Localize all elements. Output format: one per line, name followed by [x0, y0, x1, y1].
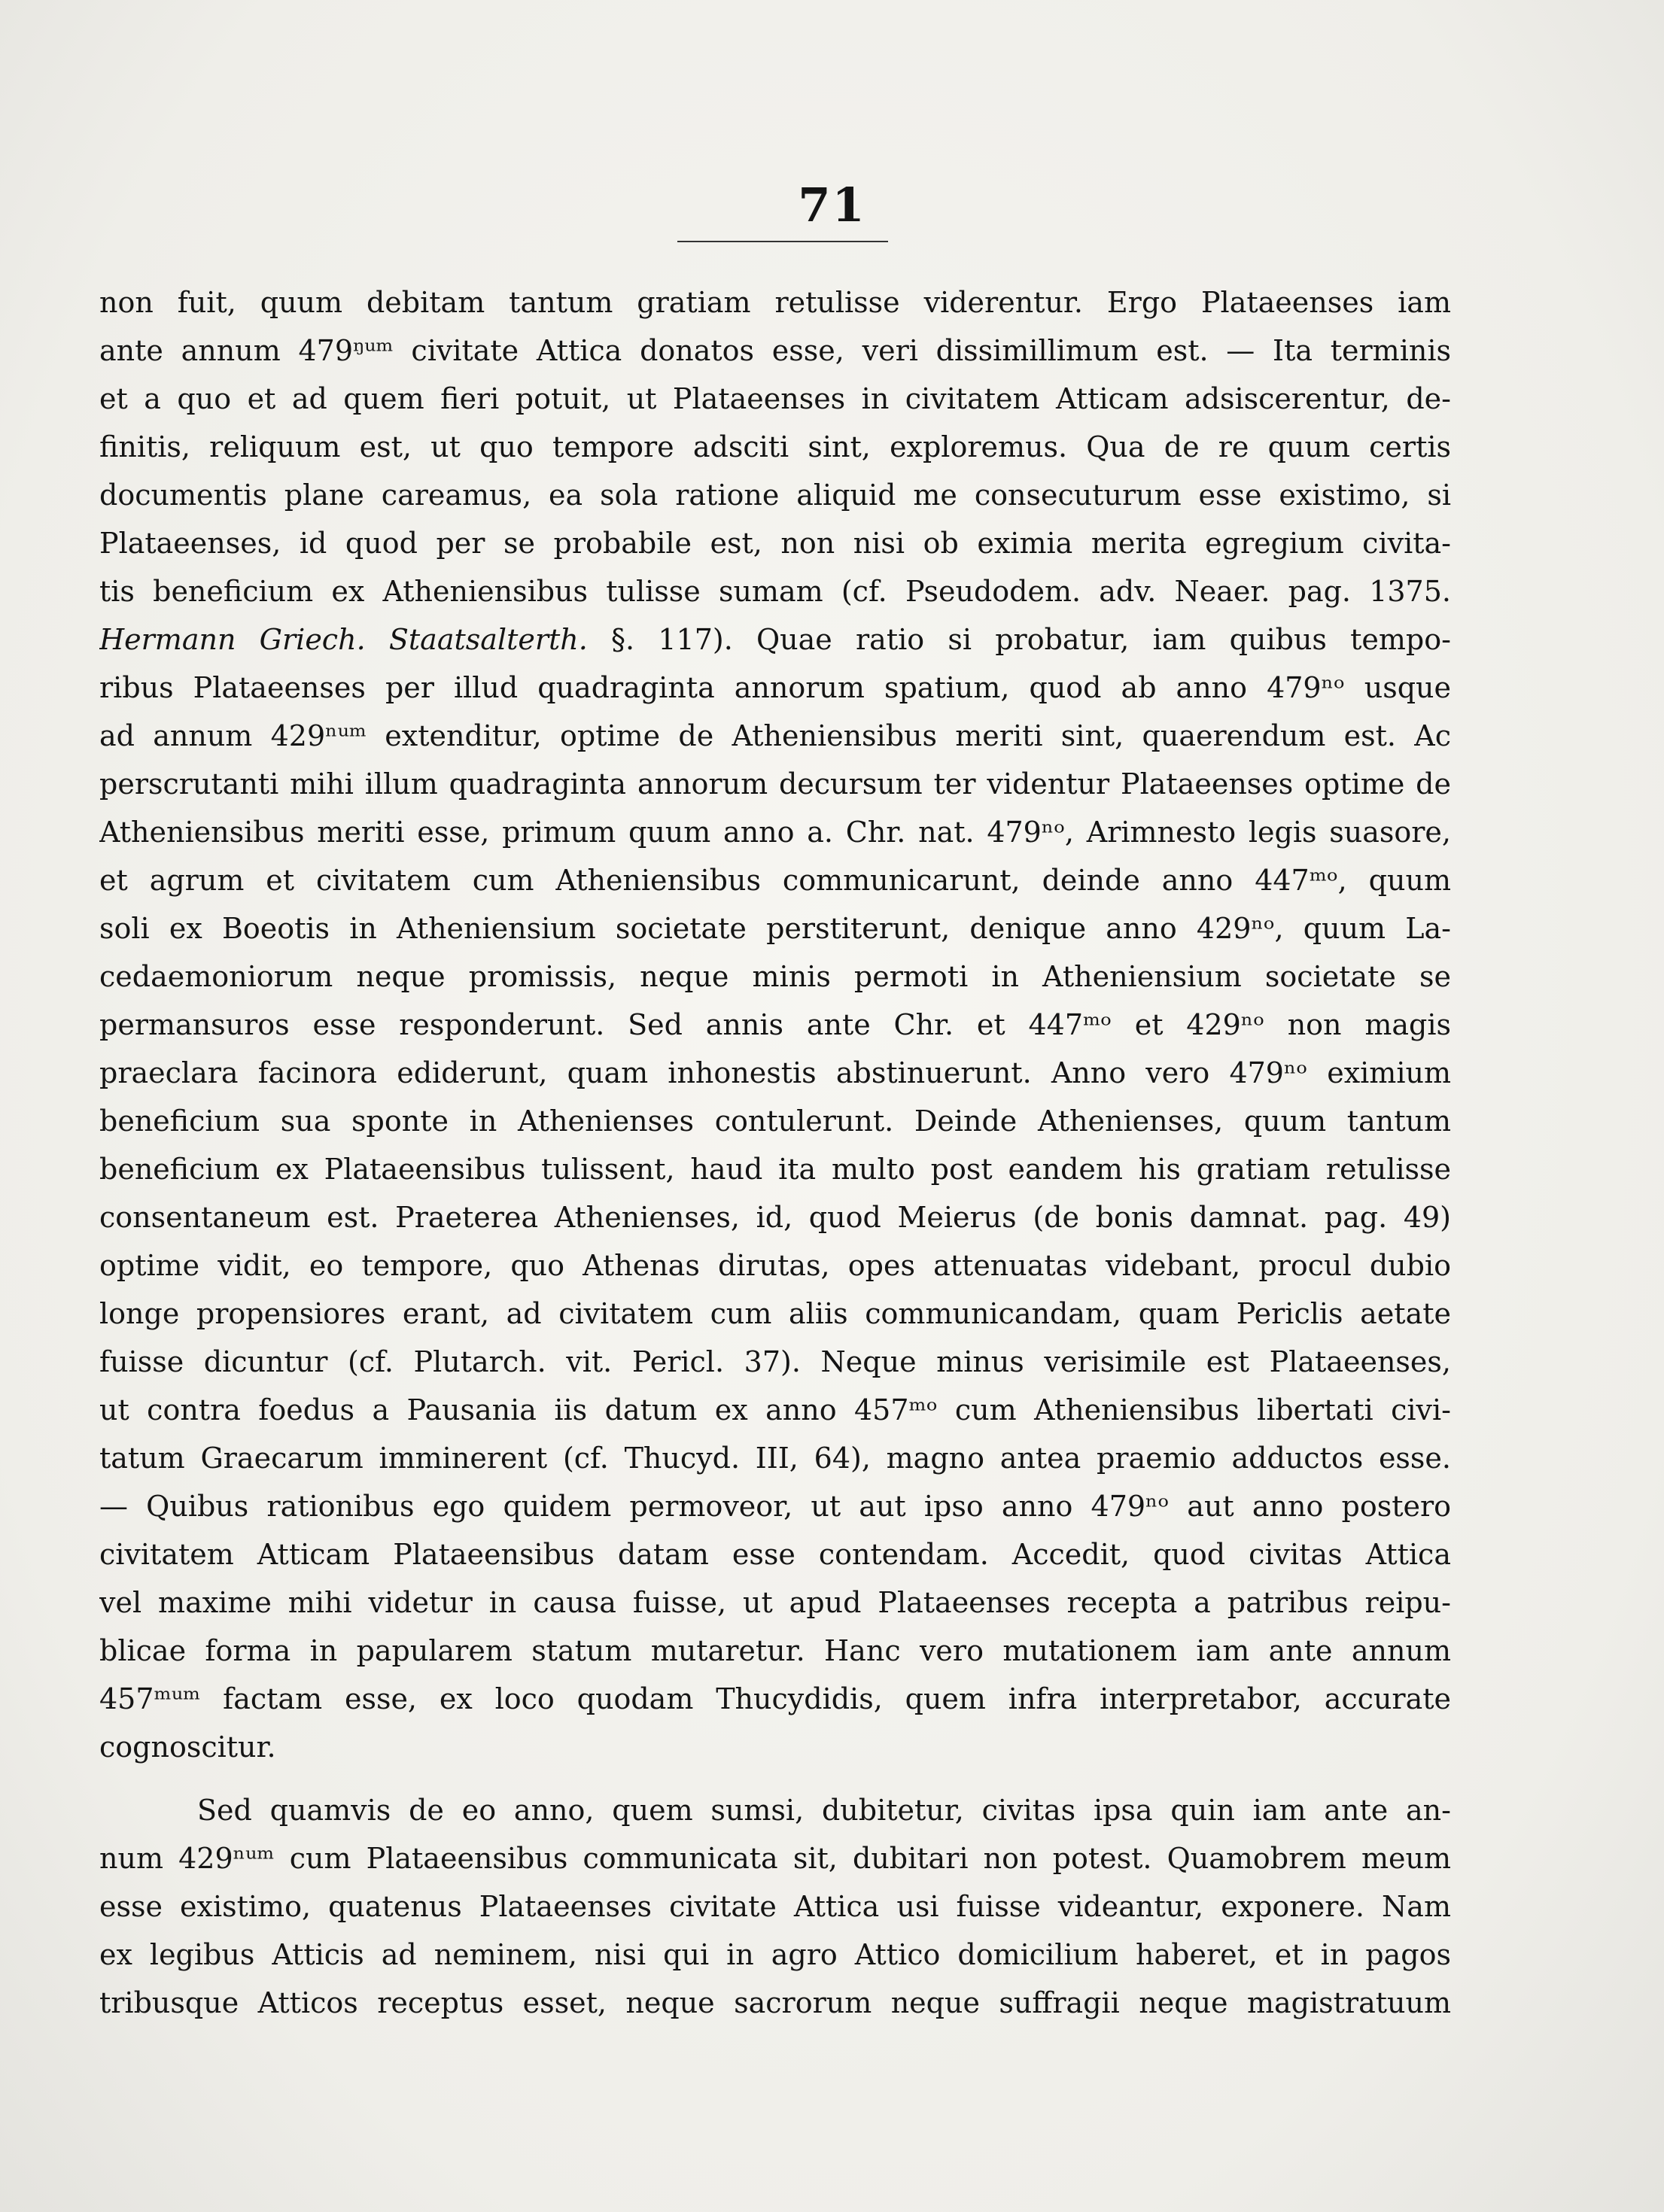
text-line: beneficium ex Plataeensibus tulissent, haud ita multo post eandem his gratiam retulisse	[99, 1153, 1451, 1186]
text-line: Plataeenses, id quod per se probabile est, non nisi ob eximia merita egregium civita-	[99, 527, 1451, 560]
text-line: ad annum 429ⁿᵘᵐ extenditur, optime de Atheniensibus meriti sint, quaerendum est. Ac	[99, 719, 1451, 752]
text-line: tatum Graecarum imminerent (cf. Thucyd. III, 64), magno antea praemio adductos esse.	[99, 1442, 1451, 1475]
citation-rest: §. 117). Quae ratio si probatur, iam quibus tempo-	[611, 623, 1451, 656]
text-line: fuisse dicuntur (cf. Plutarch. vit. Pericl. 37). Neque minus verisimile est Plataeenses,	[99, 1345, 1451, 1378]
text-line: permansuros esse responderunt. Sed annis ante Chr. et 447ᵐᵒ et 429ⁿᵒ non magis	[99, 1008, 1451, 1041]
text-line: ante annum 479ᵑᵘᵐ civitate Attica donatos esse, veri dissimillimum est. — Ita terminis	[99, 334, 1451, 367]
text-line: num 429ⁿᵘᵐ cum Plataeensibus communicata sit, dubitari non potest. Quamobrem meum	[99, 1842, 1451, 1875]
text-line: beneficium sua sponte in Athenienses contulerunt. Deinde Athenienses, quum tantum	[99, 1104, 1451, 1138]
header-rule	[677, 241, 888, 242]
text-line: et a quo et ad quem fieri potuit, ut Plataeenses in civitatem Atticam adsiscerentur, de-	[99, 382, 1451, 415]
text-line: ribus Plataeenses per illud quadraginta annorum spatium, quod ab anno 479ⁿᵒ usque	[99, 671, 1451, 704]
text-line: Sed quamvis de eo anno, quem sumsi, dubitetur, civitas ipsa quin iam ante an-	[197, 1794, 1451, 1827]
text-line-with-citation	[99, 615, 1451, 664]
text-line: non fuit, quum debitam tantum gratiam retulisse viderentur. Ergo Plataeenses iam	[99, 286, 1451, 319]
text-line: vel maxime mihi videtur in causa fuisse, ut apud Plataeenses recepta a patribus reipu-	[99, 1586, 1451, 1619]
text-line: esse existimo, quatenus Plataeenses civitate Attica usi fuisse videantur, exponere. Nam	[99, 1890, 1451, 1923]
text-line: ut contra foedus a Pausania iis datum ex anno 457ᵐᵒ cum Atheniensibus libertati civi-	[99, 1393, 1451, 1427]
text-line: tis beneficium ex Atheniensibus tulisse sumam (cf. Pseudodem. adv. Neaer. pag. 1375.	[99, 575, 1451, 608]
page-number: 71	[798, 178, 866, 232]
text-line: praeclara facinora ediderunt, quam inhonestis abstinuerunt. Anno vero 479ⁿᵒ eximium	[99, 1056, 1451, 1089]
text-line: 457ᵐᵘᵐ factam esse, ex loco quodam Thucydidis, quem infra interpretabor, accurate	[99, 1682, 1451, 1715]
text-line: Atheniensibus meriti esse, primum quum anno a. Chr. nat. 479ⁿᵒ, Arimnesto legis suasore,	[99, 816, 1451, 849]
paragraph-gap	[99, 1771, 1451, 1786]
text-line: soli ex Boeotis in Atheniensium societate perstiterunt, denique anno 429ⁿᵒ, quum La-	[99, 912, 1451, 945]
text-line: civitatem Atticam Plataeensibus datam esse contendam. Accedit, quod civitas Attica	[99, 1538, 1451, 1571]
text-line: finitis, reliquum est, ut quo tempore adsciti sint, exploremus. Qua de re quum certis	[99, 430, 1451, 463]
text-line: tribusque Atticos receptus esset, neque sacrorum neque suffragii neque magistratuum	[99, 1986, 1451, 2019]
text-line: longe propensiores erant, ad civitatem cum aliis communicandam, quam Periclis aetate	[99, 1297, 1451, 1330]
text-line: optime vidit, eo tempore, quo Athenas dirutas, opes attenuatas videbant, procul dubio	[99, 1249, 1451, 1282]
text-line: consentaneum est. Praeterea Athenienses, id, quod Meierus (de bonis damnat. pag. 49)	[99, 1201, 1451, 1234]
text-line: et agrum et civitatem cum Atheniensibus communicarunt, deinde anno 447ᵐᵒ, quum	[99, 864, 1451, 897]
text-line: — Quibus rationibus ego quidem permoveor, ut aut ipso anno 479ⁿᵒ aut anno postero	[99, 1490, 1451, 1523]
text-line: cognoscitur.	[99, 1730, 276, 1764]
text-line: documentis plane careamus, ea sola ratione aliquid me consecuturum esse existimo, si	[99, 479, 1451, 512]
text-line: cedaemoniorum neque promissis, neque minis permoti in Atheniensium societate se	[99, 960, 1451, 993]
text-line: blicae forma in papularem statum mutaretur. Hanc vero mutationem iam ante annum	[99, 1634, 1451, 1667]
text-line: perscrutanti mihi illum quadraginta annorum decursum ter videntur Plataeenses optime de	[99, 767, 1451, 801]
text-line: ex legibus Atticis ad neminem, nisi qui in agro Attico domicilium haberet, et in pagos	[99, 1938, 1451, 1971]
body-text	[99, 278, 1451, 2027]
citation-author: Hermann Griech. Staatsalterth.	[99, 623, 588, 656]
